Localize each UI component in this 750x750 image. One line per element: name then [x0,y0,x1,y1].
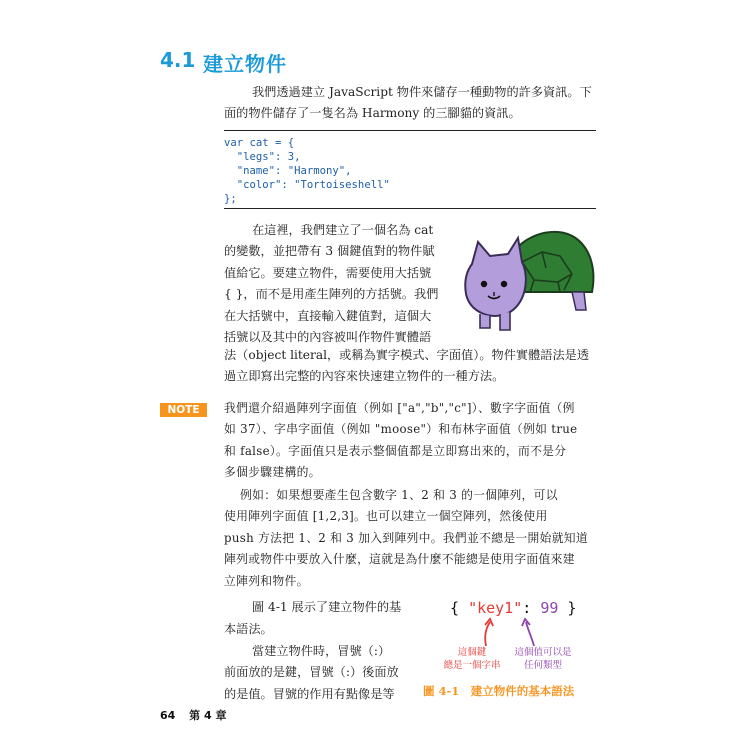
note-line: 我們還介紹過陣列字面值（例如 ["a","b","c"]）、數字字面值（例 [224,401,575,415]
code-line: "legs": 3, [224,151,301,163]
note-line: 陣列或物件中要放入什麼，這就是為什麼不能總是使用字面值來建 [224,552,575,566]
page-number: 64 [160,709,176,722]
note-line: push 方法把 1、2 和 3 加入到陣列中。我們並不總是一開始就知道 [224,531,588,545]
body-line: 在大括號中，直接輸入鍵值對，這個大 [224,309,432,323]
note-line: 立陣列和物件。 [224,574,309,588]
value-arrow-icon [526,622,534,646]
note-line: 例如：如果想要產生包含數字 1、2 和 3 的一個陣列，可以 [240,488,558,502]
note-line: 和 false）。字面值只是表示整個值都是立即寫出來的，而不是分 [224,444,567,458]
body-line: { }，而不是用產生陣列的方括號。我們 [224,287,439,301]
close-brace: } [567,599,577,617]
body-line: 括號以及其中的內容被叫作物件實體語 [224,330,432,344]
code-bottom-rule [224,208,596,209]
code-line: }; [224,193,237,205]
key-annotation [437,646,507,672]
body-line: 在這裡，我們建立了一個名為 cat [252,223,434,237]
chapter-label: 第 4 章 [189,709,227,722]
syntax-key: "key1" [468,599,523,617]
body-line: 值給它。要建立物件，需要使用大括號 [224,266,432,280]
section-number: 4.1 [160,48,196,72]
body-line: 法（object literal，或稱為實字模式、字面值）。物件實體語法是透 [224,348,590,362]
value-annotation [508,646,578,672]
code-line: var cat = { [224,137,295,149]
value-note-1: 這個值可以是 [514,647,572,658]
syntax-value: 99 [540,599,559,617]
open-brace: { [450,599,460,617]
body-line: 的變數，並把帶有 3 個鍵值對的物件賦 [224,244,435,258]
key-note-2: 總是一個字串 [443,660,501,671]
syntax-figure [450,599,576,617]
code-line: "name": "Harmony", [224,165,352,177]
note-line: 使用陣列字面值 [1,2,3]。也可以建立一個空陣列，然後使用 [224,509,548,523]
lower-line: 前面放的是鍵，冒號（:）後面放 [224,665,399,679]
figure-caption: 圖 4-1 建立物件的基本語法 [423,684,575,698]
page-footer [160,707,226,723]
key-arrow-icon [485,622,490,646]
key-note-1: 這個鍵 [457,647,487,658]
lower-line: 本語法。 [224,622,273,636]
note-line: 如 37）、字串字面值（例如 "moose"）和布林字面值（例如 true [224,422,578,436]
intro-line-2: 面的物件儲存了一隻名為 Harmony 的三腳貓的資訊。 [224,106,521,120]
intro-line-1: 我們透過建立 JavaScript 物件來儲存一種動物的許多資訊。下 [252,85,592,99]
code-top-rule [224,130,596,131]
figure-arrows [470,616,550,648]
value-note-2: 任何類型 [523,660,562,671]
lower-line: 當建立物件時，冒號（:） [252,644,391,658]
note-badge: NOTE [160,403,207,417]
note-line: 多個步驟建構的。 [224,465,321,479]
lower-line: 的是值。冒號的作用有點像是等 [224,687,395,701]
syntax-colon: : [522,599,532,617]
section-title: 建立物件 [203,52,287,76]
code-block [224,136,390,206]
code-line: "color": "Tortoiseshell" [224,179,390,191]
lower-line: 圖 4-1 展示了建立物件的基 [252,600,402,614]
cat-turtle-illustration [460,222,600,340]
body-line: 過立即寫出完整的內容來快速建立物件的一種方法。 [224,369,505,383]
